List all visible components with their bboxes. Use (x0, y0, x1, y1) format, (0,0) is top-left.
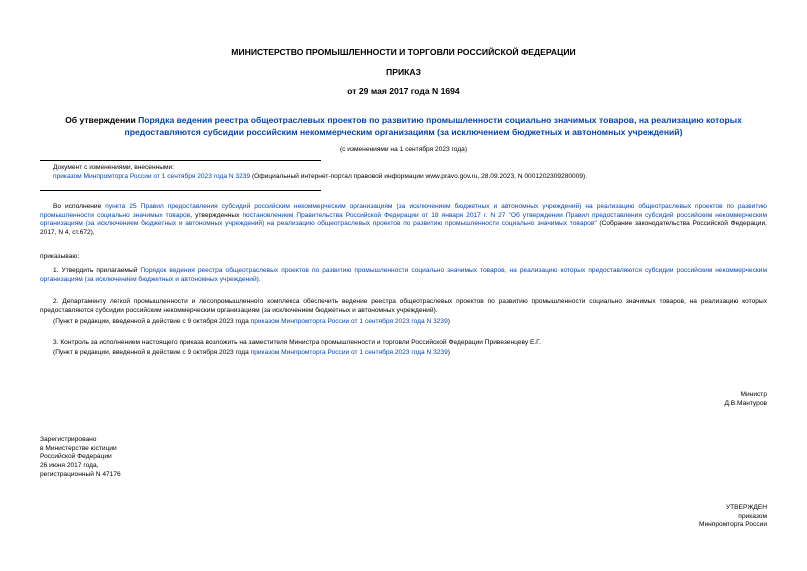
signature-name: Д.В.Мантуров (724, 399, 767, 407)
preamble-link-decree[interactable]: постановлением Правительства Российской Федерации от 18 января 2017 г. N 27 "Об утверждении Правил предоставления субсидий российским некоммерческим организациям (за исключением бюджетных и автономных учреждений) на реализацию общеотраслевых проектов по развитию промышленности социально значимых товаров" (40, 211, 767, 228)
divider-bottom (40, 190, 321, 191)
changes-block (53, 164, 767, 181)
item-1-link[interactable]: Порядок ведения реестра общеотраслевых проектов по развитию промышленности социально значимых товаров, на реализацию которых предоставляются субсидии российским некоммерческим организациям (за исключением бюджетных и автономных учреждений) (40, 267, 767, 283)
preamble-text-1: Во исполнение (53, 203, 106, 210)
item-1-text: 1. Утвердить прилагаемый (53, 267, 141, 274)
approved-line: Минпромторга России (698, 521, 767, 529)
changes-link[interactable]: приказом Минпромторга России от 1 сентября 2023 года N 3239 (53, 172, 251, 180)
item-3-note-link[interactable]: приказом Минпромторга России от 1 сентября 2023 года N 3239 (250, 349, 448, 356)
signature-block (724, 391, 767, 408)
registration-line: Российской Федерации (40, 453, 112, 461)
item-3: 3. Контроль за исполнением настоящего приказа возложить на заместителя Министра промышленности и торговли Российской Федерации Привезенцеву Е.Г. (53, 339, 541, 346)
item-3-note (40, 349, 767, 358)
approved-line: приказом (738, 512, 767, 520)
changes-entry (53, 173, 767, 182)
item-1-end: . (258, 275, 261, 283)
preamble (40, 203, 767, 238)
registration-line: регистрационный N 47176 (40, 470, 121, 478)
title-prefix: Об утверждении (65, 115, 139, 125)
approved-block (699, 504, 767, 530)
edition-note: (с изменениями на 1 сентября 2023 года) (339, 146, 468, 153)
preamble-text-2: , утвержденных (190, 211, 243, 219)
item-2: 2. Департаменту легкой промышленности и лесопромышленного комплекса обеспечить ведение реестра общеотраслевых проектов по развитию промышленности социально значимых товаров, на реализацию которых предоставляются субсидии российским некоммерческим организациям (за исключением бюджетных и автономных учреждений). (40, 298, 767, 314)
divider-top (40, 160, 321, 161)
registration-line: 26 июня 2017 года, (40, 462, 99, 470)
approved-line: УТВЕРЖДЕН (725, 504, 767, 511)
changes-rest: (Официальный интернет-портал правовой информации www.pravo.gov.ru, 28.09.2023, N 0001202309280009). (250, 172, 588, 180)
item-3-note-end: ) (447, 349, 450, 356)
doc-type: ПРИКАЗ (386, 67, 421, 77)
item-2-note-text: (Пункт в редакции, введенной в действие с 9 октября 2023 года (53, 318, 251, 325)
changes-label: Документ с изменениями, внесенными: (53, 164, 175, 171)
signature-position: Министр (740, 391, 767, 398)
item-2-note-link[interactable]: приказом Минпромторга России от 1 сентября 2023 года N 3239 (250, 318, 448, 325)
ministry-header: МИНИСТЕРСТВО ПРОМЫШЛЕННОСТИ И ТОРГОВЛИ РОССИЙСКОЙ ФЕДЕРАЦИИ (231, 47, 576, 57)
preamble-link-rules[interactable]: пункта 25 Правил предоставления субсидий российским некоммерческим организациям (за исключением бюджетных и автономных учреждений) на реализацию общеотраслевых проектов по развитию промышленности социально значимых товаров (40, 203, 767, 219)
order-word: приказываю: (40, 253, 80, 260)
item-1 (40, 267, 767, 284)
title-link[interactable]: Порядка ведения реестра общеотраслевых проектов по развитию промышленности социально значимых товаров, на реализацию которых предоставляются субсидии российским некоммерческим организациям (за исключением бюджетных и автономных учреждений) (124, 115, 742, 137)
registration-line: в Министерстве юстиции (40, 444, 117, 452)
registration-line: Зарегистрировано (40, 436, 97, 443)
item-2-note-end: ) (447, 318, 450, 325)
preamble-text-3: (Собрание законодательства Российской Федерации, 2017, N 4, ст.672), (40, 220, 767, 237)
doc-title (40, 115, 767, 138)
registration-block (40, 436, 121, 480)
doc-date-number: от 29 мая 2017 года N 1694 (347, 86, 460, 96)
item-3-note-text: (Пункт в редакции, введенной в действие с 9 октября 2023 года (53, 349, 251, 356)
item-2-note (40, 318, 767, 327)
